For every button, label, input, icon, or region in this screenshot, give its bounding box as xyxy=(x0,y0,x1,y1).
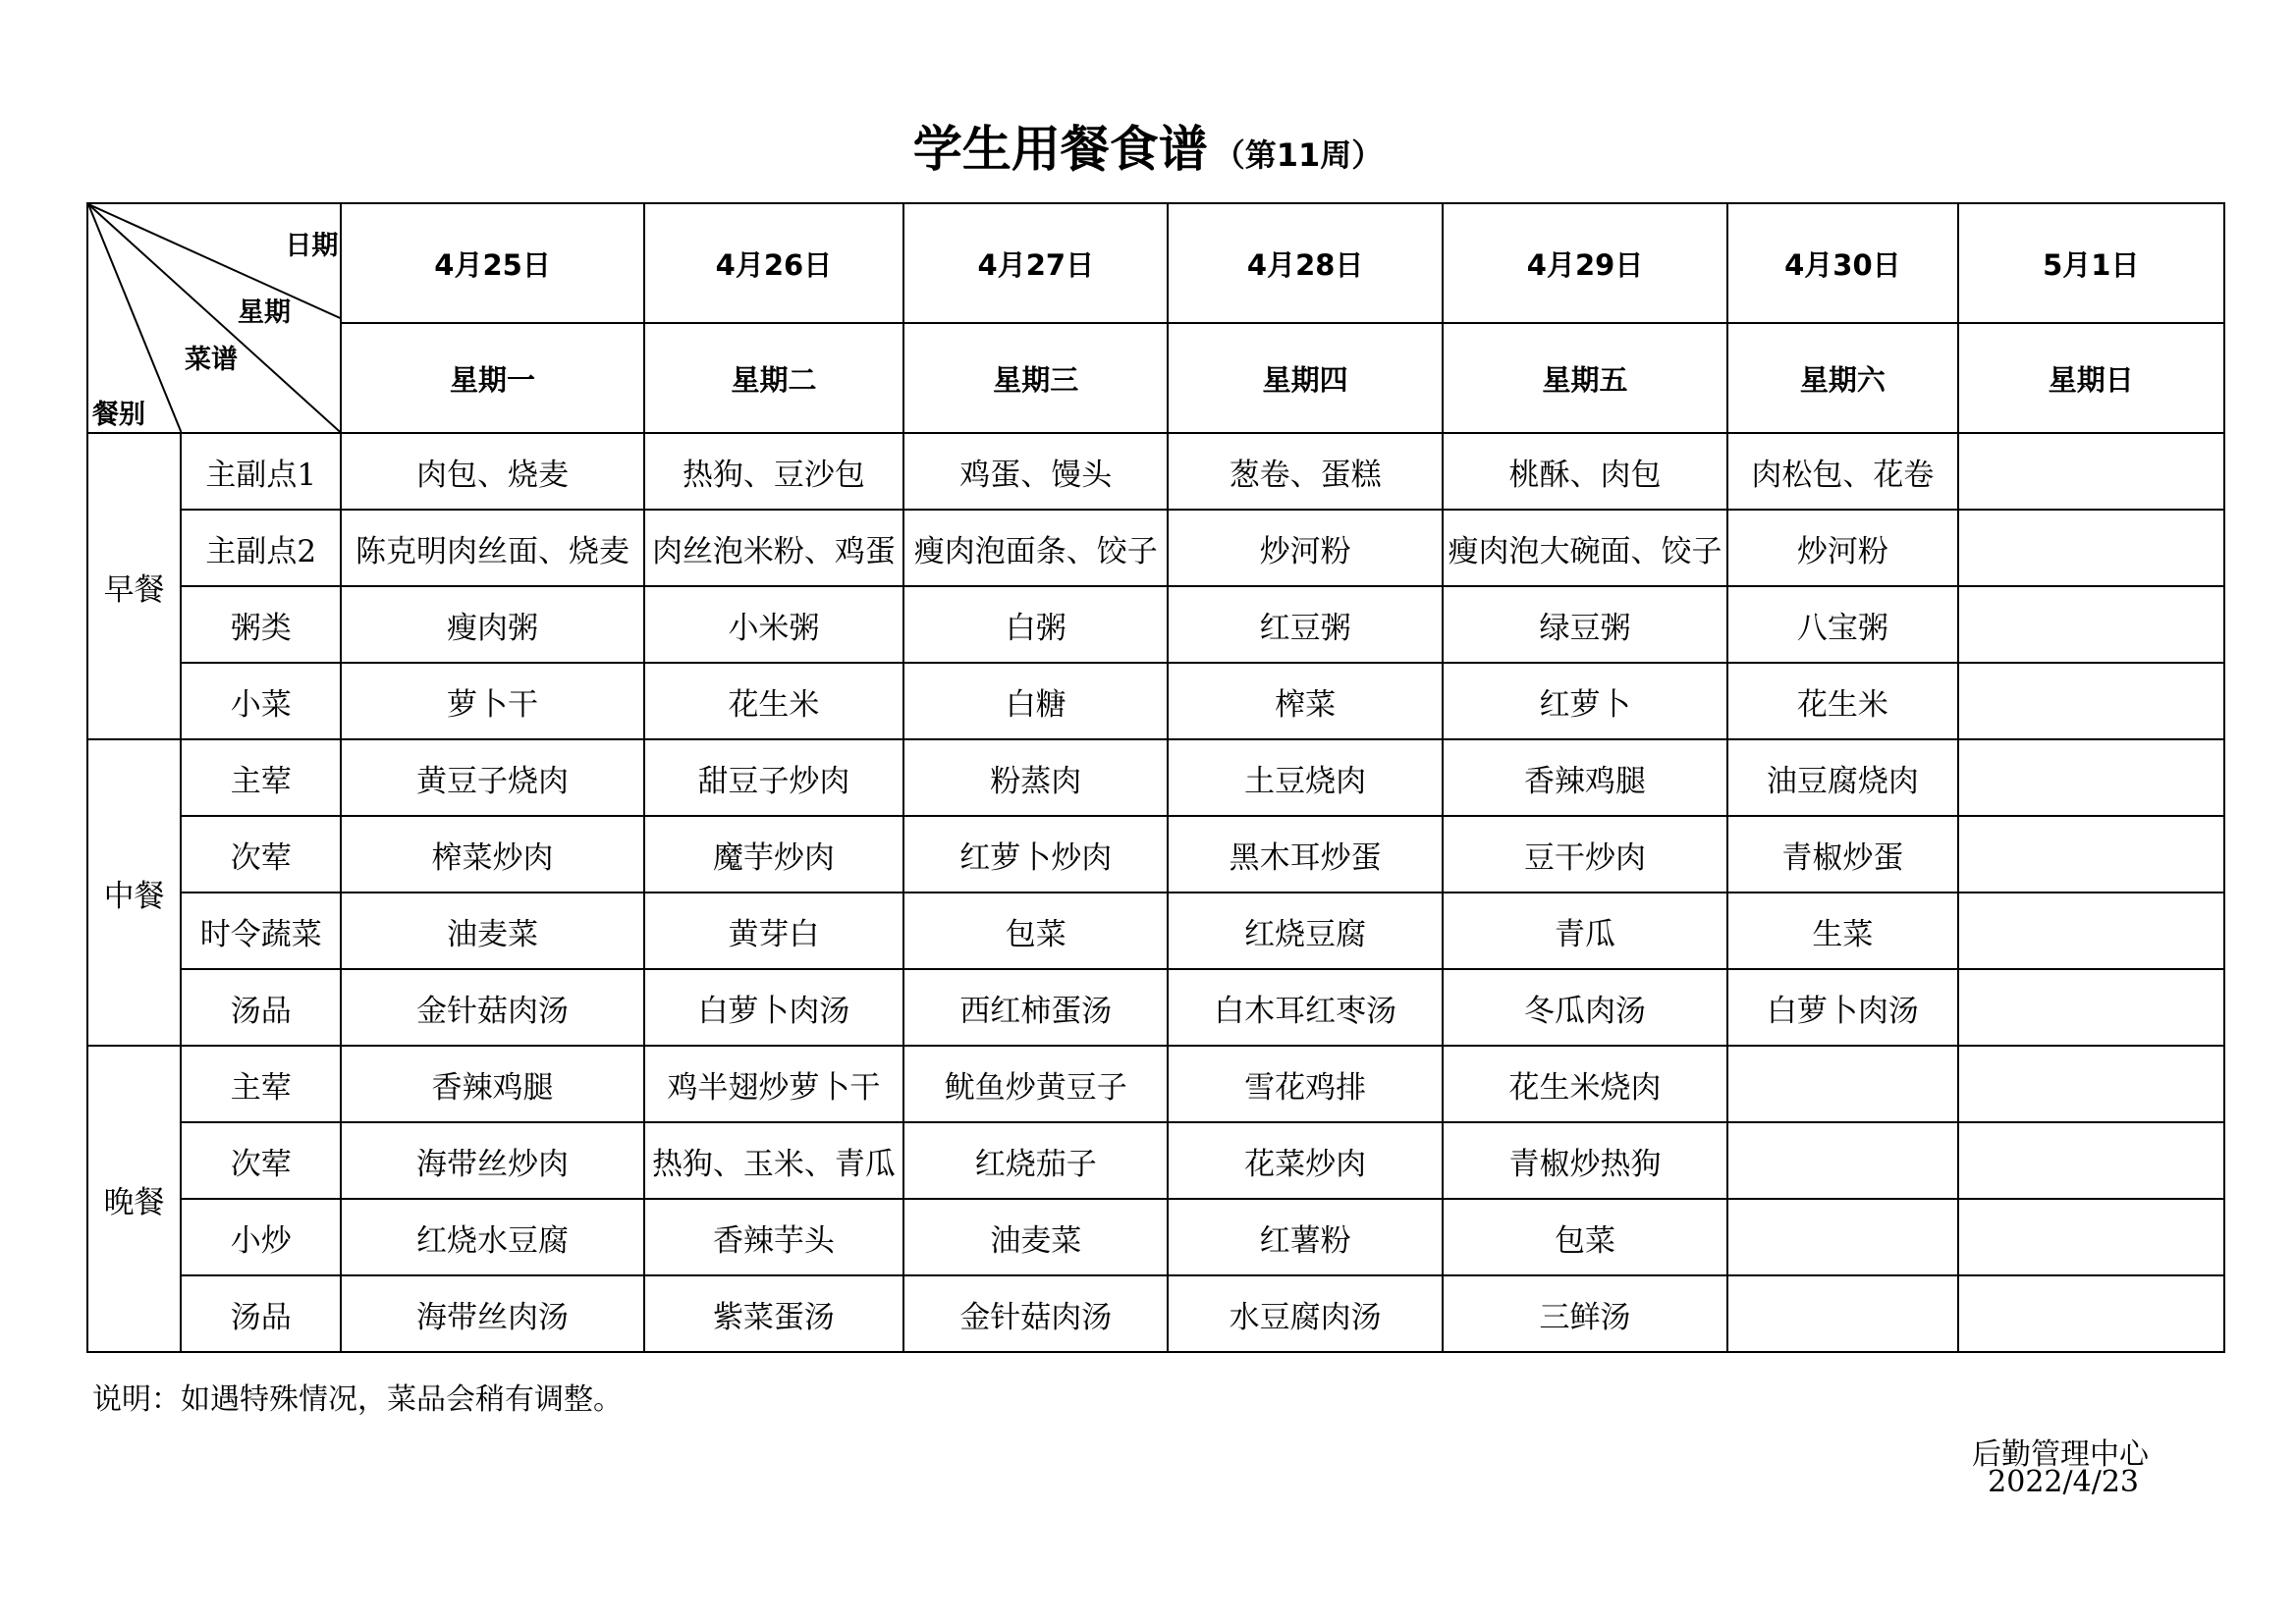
dish-cell: 肉丝泡米粉、鸡蛋 xyxy=(644,510,903,586)
dish-cell: 紫菜蛋汤 xyxy=(644,1275,903,1352)
dish-cell xyxy=(1958,969,2224,1046)
dish-cell xyxy=(1958,433,2224,510)
corner-label-date: 日期 xyxy=(285,231,339,261)
dish-cell xyxy=(1958,893,2224,969)
dish-cell xyxy=(1958,1199,2224,1275)
footer-date: 2022/4/23 xyxy=(1988,1465,2139,1499)
dish-cell: 瘦肉泡大碗面、饺子 xyxy=(1443,510,1727,586)
date-cell: 4月26日 xyxy=(644,203,903,323)
page-title: 学生用餐食谱 xyxy=(912,121,1208,178)
dish-cell: 白萝卜肉汤 xyxy=(1727,969,1957,1046)
weekday-header-row xyxy=(87,323,2224,433)
dish-cell: 油麦菜 xyxy=(341,893,643,969)
dish-cell: 榨菜 xyxy=(1168,663,1442,739)
menu-row xyxy=(87,739,2224,816)
dish-cell: 瘦肉泡面条、饺子 xyxy=(903,510,1168,586)
dish-cell: 海带丝炒肉 xyxy=(341,1122,643,1199)
dish-cell xyxy=(1958,1275,2224,1352)
dish-cell: 萝卜干 xyxy=(341,663,643,739)
dish-cell: 黄豆子烧肉 xyxy=(341,739,643,816)
meal-cell: 早餐 xyxy=(87,433,181,739)
dish-cell: 小米粥 xyxy=(644,586,903,663)
category-cell: 主荤 xyxy=(181,1046,341,1122)
category-cell: 次荤 xyxy=(181,1122,341,1199)
category-cell: 粥类 xyxy=(181,586,341,663)
dish-cell xyxy=(1958,510,2224,586)
weekday-cell: 星期四 xyxy=(1168,323,1442,433)
dish-cell: 花菜炒肉 xyxy=(1168,1122,1442,1199)
weekday-cell: 星期二 xyxy=(644,323,903,433)
dish-cell: 青瓜 xyxy=(1443,893,1727,969)
dish-cell: 三鲜汤 xyxy=(1443,1275,1727,1352)
dish-cell: 红豆粥 xyxy=(1168,586,1442,663)
dish-cell: 黄芽白 xyxy=(644,893,903,969)
dish-cell: 雪花鸡排 xyxy=(1168,1046,1442,1122)
dish-cell: 红萝卜 xyxy=(1443,663,1727,739)
page-title-block xyxy=(0,110,2296,181)
dish-cell: 红萝卜炒肉 xyxy=(903,816,1168,893)
footer-org: 后勤管理中心 xyxy=(1972,1437,2149,1472)
menu-row xyxy=(87,969,2224,1046)
weekday-cell: 星期日 xyxy=(1958,323,2224,433)
menu-table xyxy=(86,202,2225,1353)
menu-row xyxy=(87,893,2224,969)
dish-cell: 冬瓜肉汤 xyxy=(1443,969,1727,1046)
dish-cell: 炒河粉 xyxy=(1168,510,1442,586)
dish-cell: 西红柿蛋汤 xyxy=(903,969,1168,1046)
category-cell: 小炒 xyxy=(181,1199,341,1275)
dish-cell: 鸡蛋、馒头 xyxy=(903,433,1168,510)
note-text: 说明：如遇特殊情况，菜品会稍有调整。 xyxy=(92,1382,623,1417)
dish-cell xyxy=(1958,586,2224,663)
menu-row xyxy=(87,1046,2224,1122)
category-cell: 小菜 xyxy=(181,663,341,739)
dish-cell: 金针菇肉汤 xyxy=(341,969,643,1046)
dish-cell: 红烧水豆腐 xyxy=(341,1199,643,1275)
weekday-cell: 星期一 xyxy=(341,323,643,433)
dish-cell xyxy=(1727,1122,1957,1199)
dish-cell: 白木耳红枣汤 xyxy=(1168,969,1442,1046)
dish-cell xyxy=(1958,1046,2224,1122)
date-cell: 4月25日 xyxy=(341,203,643,323)
dish-cell: 黑木耳炒蛋 xyxy=(1168,816,1442,893)
menu-row xyxy=(87,816,2224,893)
dish-cell: 八宝粥 xyxy=(1727,586,1957,663)
dish-cell: 白粥 xyxy=(903,586,1168,663)
dish-cell: 热狗、玉米、青瓜 xyxy=(644,1122,903,1199)
menu-row xyxy=(87,1122,2224,1199)
dish-cell: 葱卷、蛋糕 xyxy=(1168,433,1442,510)
dish-cell: 花生米 xyxy=(644,663,903,739)
menu-row xyxy=(87,586,2224,663)
date-cell: 5月1日 xyxy=(1958,203,2224,323)
dish-cell: 魔芋炒肉 xyxy=(644,816,903,893)
dish-cell xyxy=(1727,1199,1957,1275)
corner-label-meal: 餐别 xyxy=(92,400,145,430)
date-cell: 4月27日 xyxy=(903,203,1168,323)
dish-cell: 热狗、豆沙包 xyxy=(644,433,903,510)
dish-cell: 生菜 xyxy=(1727,893,1957,969)
dish-cell xyxy=(1958,739,2224,816)
dish-cell: 油豆腐烧肉 xyxy=(1727,739,1957,816)
dish-cell: 包菜 xyxy=(903,893,1168,969)
dish-cell: 炒河粉 xyxy=(1727,510,1957,586)
date-header-row xyxy=(87,203,2224,323)
menu-row xyxy=(87,1275,2224,1352)
dish-cell: 水豆腐肉汤 xyxy=(1168,1275,1442,1352)
dish-cell xyxy=(1958,663,2224,739)
dish-cell: 香辣鸡腿 xyxy=(341,1046,643,1122)
category-cell: 时令蔬菜 xyxy=(181,893,341,969)
weekday-cell: 星期三 xyxy=(903,323,1168,433)
dish-cell: 肉包、烧麦 xyxy=(341,433,643,510)
dish-cell: 花生米 xyxy=(1727,663,1957,739)
dish-cell xyxy=(1727,1275,1957,1352)
category-cell: 汤品 xyxy=(181,1275,341,1352)
category-cell: 主副点1 xyxy=(181,433,341,510)
dish-cell: 桃酥、肉包 xyxy=(1443,433,1727,510)
menu-row xyxy=(87,1199,2224,1275)
menu-row xyxy=(87,433,2224,510)
dish-cell: 白糖 xyxy=(903,663,1168,739)
dish-cell: 甜豆子炒肉 xyxy=(644,739,903,816)
week-label: （第11周） xyxy=(1213,136,1384,174)
corner-label-menu: 菜谱 xyxy=(185,345,238,375)
dish-cell: 粉蒸肉 xyxy=(903,739,1168,816)
date-cell: 4月28日 xyxy=(1168,203,1442,323)
dish-cell: 红烧豆腐 xyxy=(1168,893,1442,969)
dish-cell: 包菜 xyxy=(1443,1199,1727,1275)
menu-row xyxy=(87,663,2224,739)
dish-cell: 鱿鱼炒黄豆子 xyxy=(903,1046,1168,1122)
dish-cell: 土豆烧肉 xyxy=(1168,739,1442,816)
weekday-cell: 星期五 xyxy=(1443,323,1727,433)
corner-header-cell xyxy=(87,203,341,433)
corner-label-weekday: 星期 xyxy=(238,298,291,328)
weekday-cell: 星期六 xyxy=(1727,323,1957,433)
dish-cell: 白萝卜肉汤 xyxy=(644,969,903,1046)
dish-cell: 香辣鸡腿 xyxy=(1443,739,1727,816)
dish-cell xyxy=(1727,1046,1957,1122)
dish-cell: 鸡半翅炒萝卜干 xyxy=(644,1046,903,1122)
meal-cell: 中餐 xyxy=(87,739,181,1046)
dish-cell: 油麦菜 xyxy=(903,1199,1168,1275)
category-cell: 主荤 xyxy=(181,739,341,816)
category-cell: 汤品 xyxy=(181,969,341,1046)
category-cell: 次荤 xyxy=(181,816,341,893)
dish-cell: 金针菇肉汤 xyxy=(903,1275,1168,1352)
dish-cell xyxy=(1958,816,2224,893)
dish-cell: 青椒炒蛋 xyxy=(1727,816,1957,893)
date-cell: 4月29日 xyxy=(1443,203,1727,323)
dish-cell xyxy=(1958,1122,2224,1199)
dish-cell: 豆干炒肉 xyxy=(1443,816,1727,893)
dish-cell: 绿豆粥 xyxy=(1443,586,1727,663)
dish-cell: 海带丝肉汤 xyxy=(341,1275,643,1352)
dish-cell: 红烧茄子 xyxy=(903,1122,1168,1199)
dish-cell: 瘦肉粥 xyxy=(341,586,643,663)
dish-cell: 青椒炒热狗 xyxy=(1443,1122,1727,1199)
dish-cell: 香辣芋头 xyxy=(644,1199,903,1275)
menu-row xyxy=(87,510,2224,586)
dish-cell: 榨菜炒肉 xyxy=(341,816,643,893)
dish-cell: 肉松包、花卷 xyxy=(1727,433,1957,510)
date-cell: 4月30日 xyxy=(1727,203,1957,323)
meal-cell: 晚餐 xyxy=(87,1046,181,1352)
dish-cell: 陈克明肉丝面、烧麦 xyxy=(341,510,643,586)
category-cell: 主副点2 xyxy=(181,510,341,586)
dish-cell: 红薯粉 xyxy=(1168,1199,1442,1275)
dish-cell: 花生米烧肉 xyxy=(1443,1046,1727,1122)
